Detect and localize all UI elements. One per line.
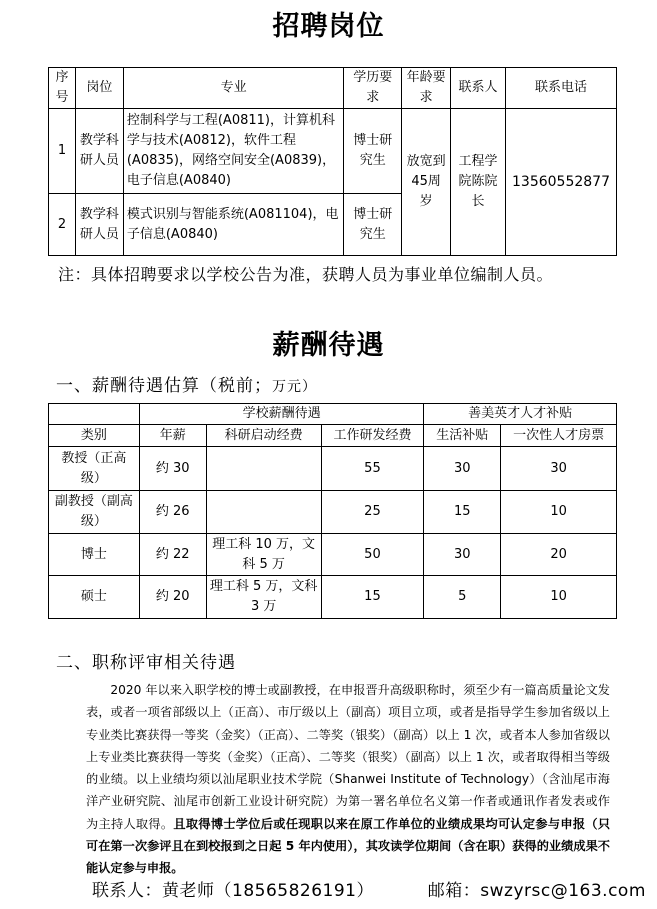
row-no: 1 [49, 109, 76, 194]
section-title: 一、薪酬待遇估算（税前； [56, 376, 272, 396]
recruitment-note: 注：具体招聘要求以学校公告为准，获聘人员为事业单位编制人员。 [58, 265, 554, 284]
empty-cell [49, 404, 140, 425]
header-post: 岗位 [75, 68, 123, 109]
header-salary: 年薪 [139, 425, 206, 447]
row-category: 硕士 [49, 576, 140, 619]
row-post: 教学科研人员 [75, 109, 123, 194]
row-living: 30 [424, 534, 501, 576]
row-fund: 理工科 10 万，文科 5 万 [206, 534, 321, 576]
table-row [49, 447, 617, 491]
row-fund [206, 491, 321, 534]
table-row [49, 491, 617, 534]
header-no: 序号 [49, 68, 76, 109]
row-rd: 55 [321, 447, 424, 491]
row-category: 教授（正高级） [49, 447, 140, 491]
row-post: 教学科研人员 [75, 194, 123, 256]
salary-table [48, 403, 617, 619]
row-major: 模式识别与智能系统(A081104)，电子信息(A0840) [123, 194, 344, 256]
group-school: 学校薪酬待遇 [139, 404, 424, 425]
contact-footer [92, 876, 646, 901]
table-row [49, 576, 617, 619]
row-category: 副教授（副高级） [49, 491, 140, 534]
contact-email: 邮箱：swzyrsc@163.com [427, 881, 646, 901]
row-category: 博士 [49, 534, 140, 576]
section-heading-salary [56, 371, 317, 396]
job-table [48, 67, 617, 256]
row-salary: 约 26 [139, 491, 206, 534]
row-fund [206, 447, 321, 491]
row-edu: 博士研究生 [344, 109, 402, 194]
contact-phone: 13560552877 [505, 109, 616, 256]
header-rd: 工作研发经费 [321, 425, 424, 447]
table-row [49, 109, 617, 194]
header-fund: 科研启动经费 [206, 425, 321, 447]
row-no: 2 [49, 194, 76, 256]
row-living: 30 [424, 447, 501, 491]
header-phone: 联系电话 [505, 68, 616, 109]
age-requirement: 放宽到45周岁 [402, 109, 451, 256]
row-salary: 约 30 [139, 447, 206, 491]
row-rd: 25 [321, 491, 424, 534]
row-salary: 约 22 [139, 534, 206, 576]
row-fund: 理工科 5 万，文科 3 万 [206, 576, 321, 619]
title-review-paragraph [86, 679, 610, 880]
row-edu: 博士研究生 [344, 194, 402, 256]
header-category: 类别 [49, 425, 140, 447]
row-major: 控制科学与工程(A0811)，计算机科学与技术(A0812)，软件工程(A0835)，网络空间安全(A0839)，电子信息(A0840) [123, 109, 344, 194]
row-housing: 10 [501, 576, 617, 619]
header-edu: 学历要求 [344, 68, 402, 109]
header-major: 专业 [123, 68, 344, 109]
contact-person: 工程学院陈院长 [451, 109, 506, 256]
row-housing: 10 [501, 491, 617, 534]
section-unit: 万元） [272, 379, 317, 395]
row-housing: 30 [501, 447, 617, 491]
row-salary: 约 20 [139, 576, 206, 619]
header-living: 生活补贴 [424, 425, 501, 447]
header-age: 年龄要求 [402, 68, 451, 109]
group-shanmei: 善美英才人才补贴 [424, 404, 617, 425]
row-housing: 20 [501, 534, 617, 576]
table-row [49, 534, 617, 576]
header-contact: 联系人 [451, 68, 506, 109]
row-rd: 15 [321, 576, 424, 619]
row-living: 5 [424, 576, 501, 619]
paragraph-bold: 且取得博士学位后或任现职以来在原工作单位的业绩成果均可认定参与申报（只可在第一次参评且在到校报到之日起 5 年内使用），其攻读学位期间（含在职）获得的业绩成果不能认定参与申报。 [86, 816, 611, 876]
header-housing: 一次性人才房票 [501, 425, 617, 447]
row-rd: 50 [321, 534, 424, 576]
row-living: 15 [424, 491, 501, 534]
paragraph-normal: 2020 年以来入职学校的博士或副教授，在申报晋升高级职称时，须至少有一篇高质量论文发表，或者一项省部级以上（正高）、市厅级以上（副高）项目立项，或者是指导学生参加省级以上专业类比赛获得一等奖（金奖）（正高）、二等奖（银奖）（副高）以上 1 次，或者本人参加省级以上专业类比赛获得一等奖（金奖）（正高）、二等奖（银奖）（副高）以上 1 次，或者取得相当等级的业绩。以上业绩均须以汕尾职业技术学院（Shanwei Institute of Technology）（含汕尾市海洋产业研究院、汕尾市创新工业设计研究院）为第一署名单位名义第一作者或通讯作者发表或作为主持人取得。 [86, 683, 610, 831]
page-title-salary: 薪酬待遇 [272, 330, 385, 361]
contact-person-phone: 联系人：黄老师（18565826191） [92, 881, 374, 901]
section-heading-title-review: 二、职称评审相关待遇 [56, 653, 236, 673]
page-title-recruitment: 招聘岗位 [272, 11, 385, 42]
